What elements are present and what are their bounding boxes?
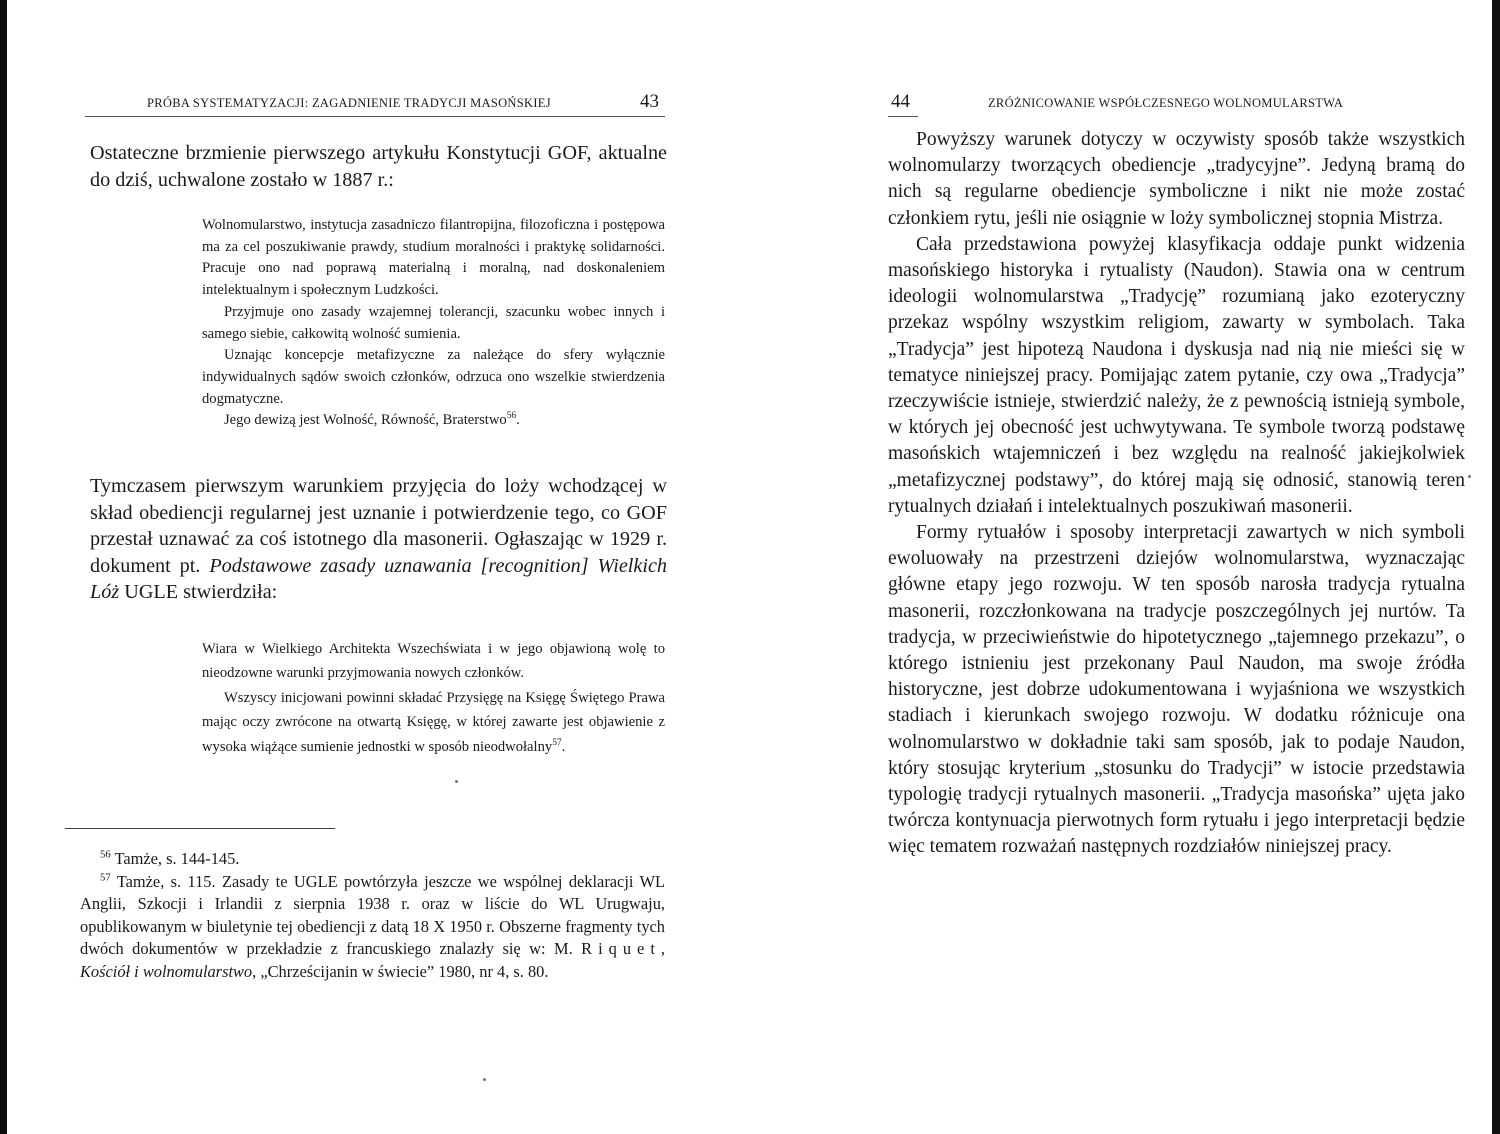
quote-paragraph: Przyjmuje ono zasady wzajemnej tolerancji, szacunku wobec innych i samego siebie, całkowitą wolność sumienia.	[202, 303, 665, 342]
scan-speck	[455, 780, 458, 783]
footnote-number: 57	[100, 872, 111, 884]
footnote-ref-56[interactable]: 56	[506, 411, 517, 422]
footnote-text: , „Chrześcijanin w świecie” 1980, nr 4, s. 80.	[252, 961, 549, 981]
quote-paragraph: Wiara w Wielkiego Architekta Wszechświata i w jego objawioną wolę to nieodzowne warunki przyjmowania nowych członków.	[202, 641, 665, 682]
quote-text: Wszyscy inicjowani powinni składać Przysięgę na Księgę Świętego Prawa mając oczy zwrócone na otwartą Księgę, w której zawarte jest objawienie z wysoka wiążące sumienie jednostki w sposób nieodwołalny	[202, 689, 665, 755]
header-rule	[888, 116, 918, 117]
scan-speck	[1468, 475, 1471, 478]
footnote-ref-57[interactable]: 57	[552, 737, 562, 748]
scan-edge-left	[0, 0, 7, 1134]
left-running-head: PRÓBA SYSTEMATYZACJI: ZAGADNIENIE TRADYCJI MASOŃSKIEJ	[147, 96, 551, 110]
left-page-header	[85, 91, 665, 122]
footnote-text: Tamże, s. 144-145.	[114, 849, 240, 868]
footnote-rule	[65, 828, 335, 829]
footnote-text: Tamże, s. 115. Zasady te UGLE powtórzyła jeszcze we wspólnej deklaracji WL Anglii, Szkocji i Irlandii z sierpnia 1938 r. oraz w liście do WL Urugwaju, opublikowanym w biuletynie tej obediencji z datą 18 X 1950 r. Obszerne fragmenty tych dwóch dokumentów w przekładzie z francuskiego znalazły się w: M.	[80, 871, 665, 958]
document-title: Podstawowe zasady uznawania [recognition] Wielkich Lóż	[90, 554, 668, 603]
body-paragraph: Formy rytuałów i sposoby interpretacji zawartych w nich symboli ewoluowały na przestrzeni dziejów wolnomularstwa, wyznaczając główne etapy jego rozwoju. W ten sposób narosła tradycja rytualna masonerii, rozczłonkowana na tradycje poszczególnych jej nurtów. Ta tradycja, w przeciwieństwie do hipotetycznego „tajemnego przekazu”, o którego istnieniu jest przekonany Paul Naudon, ma swoje źródła historyczne, jest dobrze udokumentowana i wyjaśniona we wszystkich stadiach i kierunkach swojego rozwoju. W dodatku różnicuje ona wolnomularstwo w dokładnie taki sam sposób, jak to podaje Naudon, który stosując kryterium „stosunku do Tradycji” w istocie przedstawia typologię tradycji rytualnych masonerii. „Tradycja masońska” ujęta jako twórcza kontynuacja pierwotnych form rytuału i jego interpretacji będzie więc tematem rozważań następnych rozdziałów niniejszej pracy.	[888, 522, 1465, 858]
footnote-title: Kościół i wolnomularstwo	[80, 961, 253, 981]
right-body	[888, 127, 1465, 861]
header-rule	[85, 116, 665, 117]
quote-paragraph: Uznając koncepcje metafizyczne za należące do sfery wyłącznie indywidualnych sądów swoich członków, odrzuca ono wszelkie stwierdzenia dogmatyczne.	[202, 347, 665, 407]
scan-speck	[483, 1078, 486, 1081]
block-quote-constitution	[202, 215, 665, 432]
quote-text: Jego dewizą jest Wolność, Równość, Braterstwo	[224, 412, 507, 429]
paragraph-text: UGLE stwierdziła:	[124, 581, 278, 603]
quote-paragraph: Wolnomularstwo, instytucja zasadniczo filantropijna, filozoficzna i postępowa ma za cel poszukiwanie prawdy, studium moralności i praktykę solidarności. Pracuje ono nad poprawą materialną i moralną, nad doskonaleniem intelektualnym i społecznym Ludzkości.	[202, 217, 665, 299]
right-page-number: 44	[891, 91, 910, 112]
footnote-author: Riquet	[581, 939, 661, 958]
paragraph-text: Tymczasem pierwszym warunkiem przyjęcia do loży wchodzącej w skład obediencji regularnej jest uznanie i potwierdzenie tego, co GOF przestał uznawać za coś istotnego dla masonerii. Ogłaszając w 1929 r. dokument pt.	[90, 475, 667, 577]
left-page-number: 43	[640, 91, 659, 112]
footnote-57: $^{57}$ Tamże, s. 115. Zasady te UGLE powtórzyła jeszcze we wspólnej deklaracji WL Anglii, Szkocji i Irlandii z sierpnia 1938 r. oraz w liście do WL Urugwaju, opublikowanym w biuletynie tej obediencji z datą 18 X 1950 r. Obszerne fragmenty tych dwóch dokumentów w przekładzie z francuskiego znalazły się w: M. Riquet, Kościół i wolnomularstwo, „Chrześcijanin w świecie” 1980, nr 4, s. 80.	[80, 871, 665, 981]
quote-paragraph: Jego dewizą jest Wolność, Równość, Braterstwo$^{56}$.	[224, 411, 520, 429]
footnotes	[80, 848, 665, 983]
main-paragraph	[90, 473, 667, 606]
intro-paragraph: Ostateczne brzmienie pierwszego artykułu Konstytucji GOF, aktualne do dziś, uchwalone zostało w 1887 r.:	[90, 142, 667, 191]
footnote-number: 56	[100, 849, 111, 861]
right-running-head: ZRÓŻNICOWANIE WSPÓŁCZESNEGO WOLNOMULARSTWA	[988, 96, 1344, 110]
body-paragraph: Powyższy warunek dotyczy w oczywisty sposób także wszystkich wolnomularzy tworzących obediencje „tradycyjne”. Jedyną bramą do nich są regularne obediencje symboliczne i nikt nie może zostać członkiem rytu, jeśli nie osiągnie w loży symbolicznej stopnia Mistrza.	[888, 129, 1465, 229]
scan-edge-right	[1492, 0, 1500, 1134]
right-page-header	[888, 91, 1466, 122]
block-quote-ugle	[202, 637, 665, 759]
body-paragraph: Cała przedstawiona powyżej klasyfikacja oddaje punkt widzenia masońskiego historyka i rytualisty (Naudon). Stawia ona w centrum ideologii wolnomularstwa „Tradycję” rozumianą jako ezoteryczny przekaz wspólny wszystkim religiom, zawarty w symbolach. Taka „Tradycja” jest hipotezą Naudona i dyskusja nad nią nie mieści się w tematyce niniejszej pracy. Pomijając zatem pytanie, czy owa „Tradycja” rzeczywiście istnieje, stwierdzić należy, że z pewnością istnieją symbole, w których jej obecność jest uchwytywana. Te symbole tworzą podstawę masońskich wtajemniczeń i bez względu na realność jakiejkolwiek „metafizycznej podstawy”, do której mają się odnosić, stanowią teren rytualnych działań i intelektualnych poszukiwań masonerii.	[888, 233, 1465, 517]
footnote-56	[80, 848, 665, 871]
quote-paragraph: Wszyscy inicjowani powinni składać Przysięgę na Księgę Świętego Prawa mając oczy zwrócone na otwartą Księgę, w której zawarte jest objawienie z wysoka wiążące sumienie jednostki w sposób nieodwołalny$^{57}$.	[202, 689, 665, 755]
